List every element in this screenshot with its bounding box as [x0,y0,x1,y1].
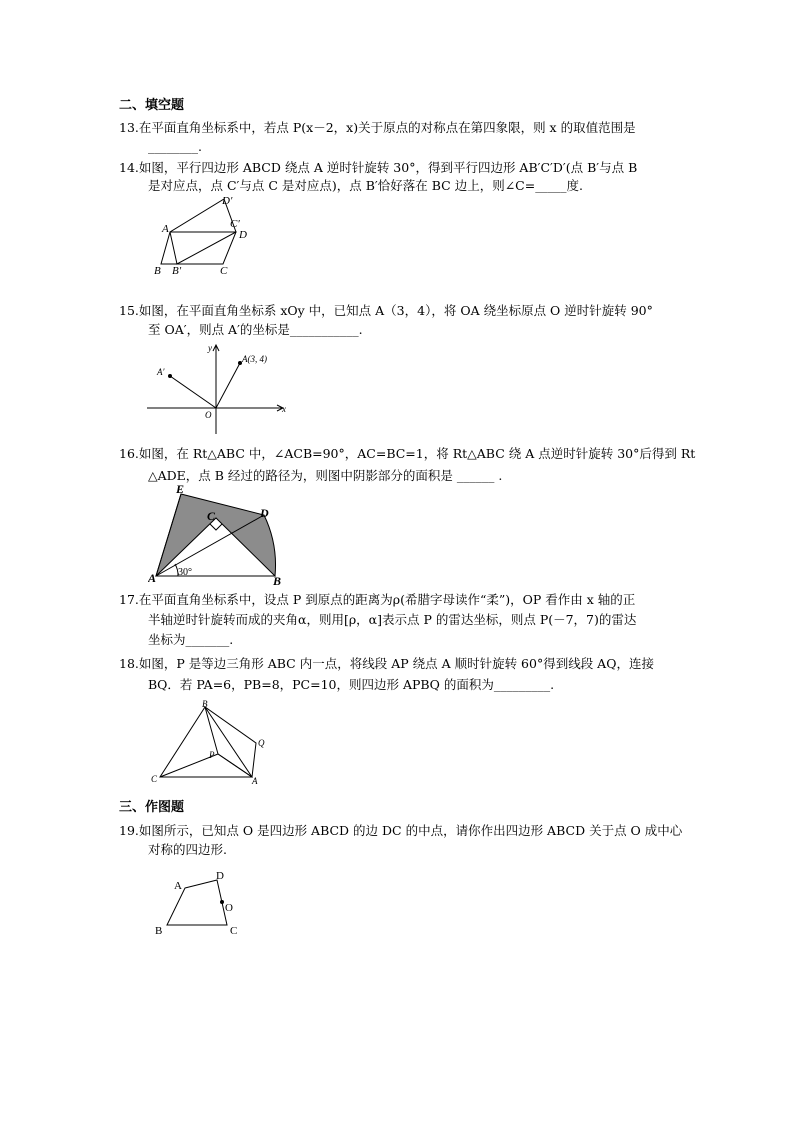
q19-line1: 19.如图所示，已知点 O 是四边形 ABCD 的边 DC 的中点，请你作出四边形 ABCD 关于点 O 成中心 [119,823,683,838]
q18-label-q: Q [258,738,265,748]
q18-label-c: C [151,774,158,784]
section-heading-construct: 三、作图题 [119,800,185,815]
q15-line1: 15.如图，在平面直角坐标系 xOy 中，已知点 A（3，4），将 OA 绕坐标原点 O 逆时针旋转 90° [119,303,653,318]
q15-point-a1 [168,374,172,378]
q18-line1: 18.如图，P 是等边三角形 ABC 内一点，将线段 AP 绕点 A 顺时针旋转 60°得到线段 AQ，连接 [119,656,654,671]
q16-label-e: E [176,484,185,496]
q16-line1: 16.如图，在 Rt△ABC 中，∠ACB=90°，AC=BC=1，将 Rt△ABC 绕 A 点逆时针旋转 30°后得到 Rt [119,446,696,461]
q16-label-c: C [207,509,216,523]
q18-label-a: A [252,776,258,786]
q16-label-a: A [148,571,157,585]
q16-label-b: B [273,574,282,586]
q18-segment-pa [218,754,252,777]
q14-label-a: A [162,223,169,235]
q19-label-b: B [155,925,163,937]
q14-parallelogram-figure [150,192,260,278]
q15-label-y: y [208,343,212,353]
q14-label-b1: B′ [172,265,182,277]
q15-label-o: O [205,410,212,420]
q16-rotation-figure [148,484,288,586]
q14-label-b: B [154,265,161,277]
q19-label-c: C [230,925,238,937]
q15-coordinate-figure [145,340,295,436]
q18-label-b: B [202,699,208,709]
q14-parallelogram-abcd [161,232,236,264]
q14-label-d: D [239,229,247,241]
q16-label-d: D [260,506,269,520]
q14-line2: 是对应点，点 C′与点 C 是对应点)，点 B′恰好落在 BC 边上，则∠C=_____度. [148,178,583,193]
section-heading-fill-blank: 二、填空题 [119,98,185,113]
q17-line2: 半轴逆时针旋转而成的夹角α，则用[ρ，α]表示点 P 的雷达坐标，则点 P(－7，7)的雷达 [148,612,637,627]
q19-point-o [220,900,224,904]
q13-line1: 13.在平面直角坐标系中，若点 P(x－2，x)关于原点的对称点在第四象限，则 x 的取值范围是 [119,120,636,135]
q13-line2: ________. [148,139,202,154]
q19-line2: 对称的四边形. [148,842,227,857]
q19-quadrilateral-figure [150,866,250,940]
q18-label-p: P [209,750,215,760]
q14-line1: 14.如图，平行四边形 ABCD 绕点 A 逆时针旋转 30°，得到平行四边形 AB′C′D′(点 B′与点 B [119,160,638,175]
q17-line1: 17.在平面直角坐标系中，设点 P 到原点的距离为ρ(希腊字母读作“柔”)，OP 看作由 x 轴的正 [119,592,636,607]
q15-label-a: A(3, 4) [242,354,267,364]
q15-segment-oa [216,363,240,408]
q16-label-angle: 30° [178,567,192,578]
q15-line2: 至 OA′，则点 A′的坐标是___________. [148,322,363,337]
q14-label-c: C [220,265,228,277]
q19-label-a: A [174,880,182,892]
q15-label-x: x [282,404,286,414]
q17-line3: 坐标为_______. [148,632,234,647]
q18-line2: BQ．若 PA=6，PB=8，PC=10，则四边形 APBQ 的面积为_________. [148,677,555,692]
q15-segment-oa1 [170,376,216,408]
q19-label-o: O [225,902,233,914]
q18-triangle-abc [160,707,252,777]
q14-label-d1: D′ [222,195,233,207]
q16-line2: △ADE，点 B 经过的路径为，则图中阴影部分的面积是 ______ . [148,468,503,483]
q15-label-a1: A′ [157,367,165,377]
q14-label-c1: C′ [230,218,240,230]
q18-equilateral-figure [148,698,278,790]
q19-label-d: D [216,870,224,882]
